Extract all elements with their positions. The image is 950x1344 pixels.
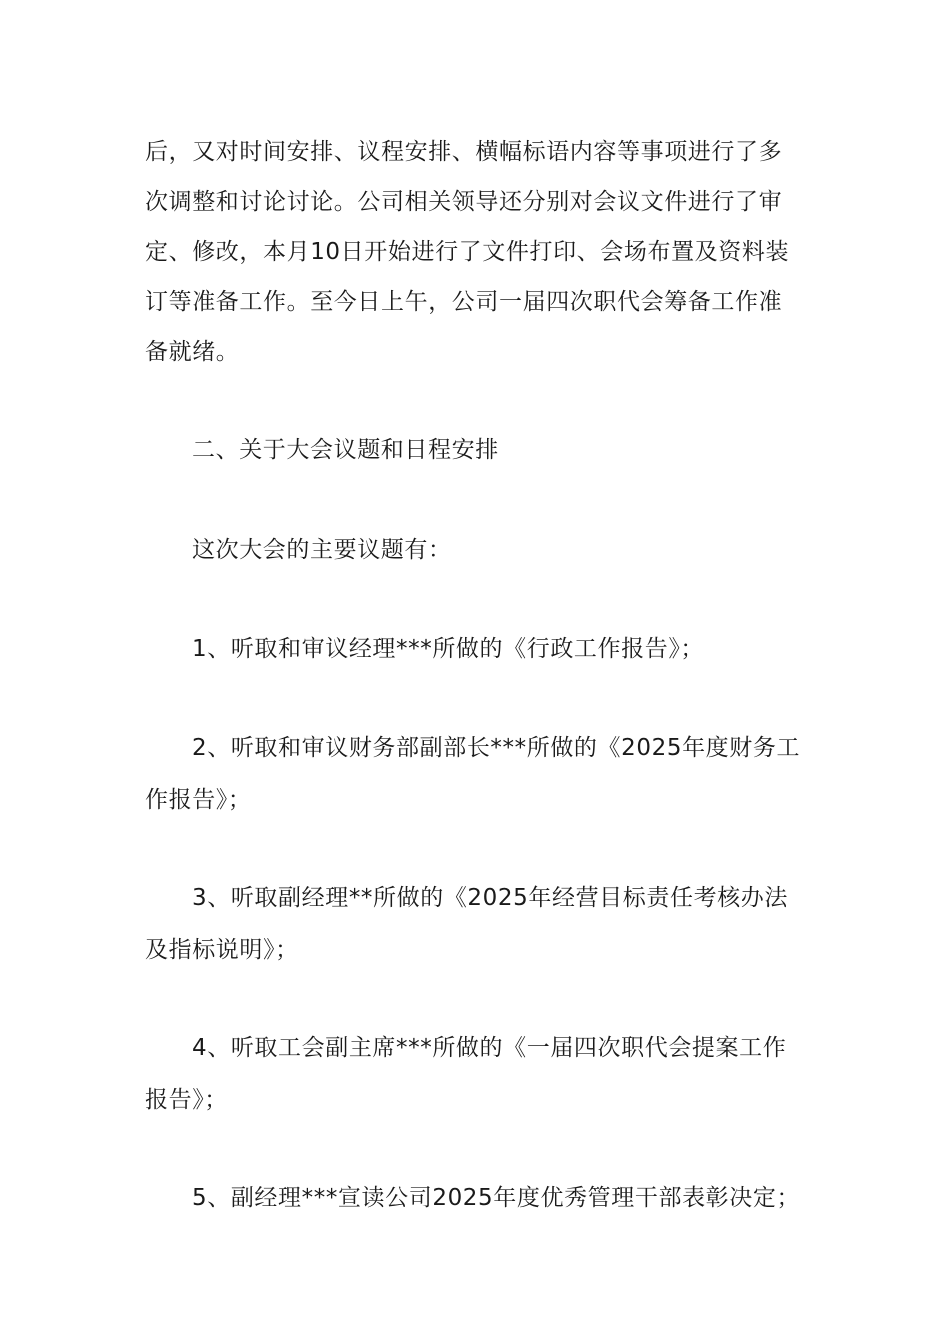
paragraph-line: 订等准备工作。至今日上午，公司一届四次职代会筹备工作准 [145,289,783,315]
paragraph-line: 备就绪。 [145,339,240,365]
list-item-continuation: 及指标说明》； [145,937,299,963]
list-item-continuation: 作报告》； [145,787,252,813]
paragraph-line: 定、修改，本月10日开始进行了文件打印、会场布置及资料装 [145,239,790,265]
paragraph-line: 后，又对时间安排、议程安排、横幅标语内容等事项进行了多 [145,139,783,165]
paragraph-line: 次调整和讨论讨论。公司相关领导还分别对会议文件进行了审 [145,189,783,215]
list-item: 2、听取和审议财务部副部长***所做的《2025年度财务工 [192,735,801,761]
list-item-continuation: 报告》； [145,1087,228,1113]
list-item: 4、听取工会副主席***所做的《一届四次职代会提案工作 [192,1035,787,1061]
list-item: 1、听取和审议经理***所做的《行政工作报告》； [192,636,705,662]
list-item: 3、听取副经理**所做的《2025年经营目标责任考核办法 [192,885,788,911]
list-item: 5、副经理***宣读公司2025年度优秀管理干部表彰决定； [192,1185,801,1211]
section-heading: 二、关于大会议题和日程安排 [192,437,499,463]
intro-text: 这次大会的主要议题有： [192,537,452,563]
